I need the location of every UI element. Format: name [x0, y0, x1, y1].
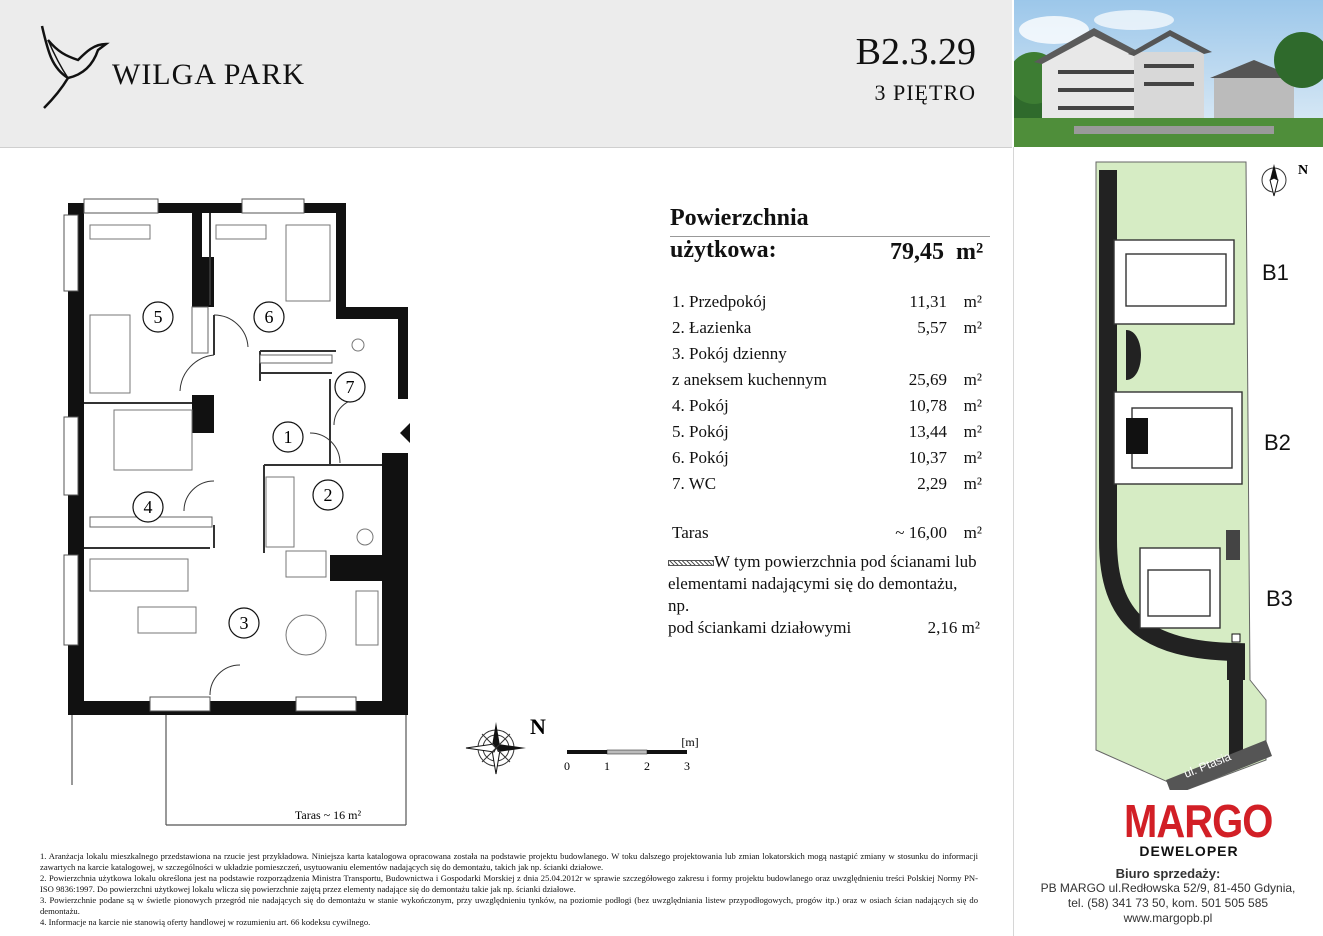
building-b2: B2	[1264, 430, 1291, 455]
terrace-name: Taras	[672, 523, 709, 542]
room-label-6: 6	[264, 307, 274, 327]
area-total-value: 79,45	[890, 239, 944, 265]
room-label-1: 1	[283, 427, 293, 447]
floor-label: 3 PIĘTRO	[874, 80, 976, 105]
room-label-5: 5	[153, 307, 163, 327]
room-row	[672, 370, 992, 396]
room-name: 5. Pokój	[672, 422, 729, 441]
building-photo	[1014, 0, 1323, 147]
room-unit: m²	[963, 474, 982, 493]
sales-phone: tel. (58) 341 73 50, kom. 501 505 585	[1067, 896, 1269, 910]
room-name: 3. Pokój dzienny	[672, 344, 787, 363]
footnote: 4. Informacje na karcie nie stanowią oferty handlowej w rozumieniu art. 66 kodeksu cywilnego.	[40, 917, 371, 927]
room-list	[672, 292, 992, 549]
area-title: Powierzchnia	[670, 205, 809, 231]
terrace-label: Taras ~ 16 m²	[294, 808, 362, 822]
vertical-divider	[1013, 147, 1014, 936]
brand-name: WILGA PARK	[112, 58, 306, 91]
street-name: ul. Ptasia	[1181, 749, 1233, 781]
scale-tick: 1	[604, 759, 610, 773]
room-unit: m²	[963, 448, 982, 467]
room-unit: m²	[963, 370, 982, 389]
room-label-4: 4	[143, 497, 153, 517]
logo-margo: MARGO	[1124, 796, 1273, 848]
room-unit: m²	[963, 396, 982, 415]
sales-web[interactable]: www.margopb.pl	[1123, 911, 1213, 925]
room-spacer	[672, 500, 992, 523]
footnotes	[40, 851, 978, 928]
terrace-row	[672, 523, 992, 549]
sales-address: PB MARGO ul.Redłowska 52/9, 81-450 Gdynia,	[1040, 881, 1296, 895]
sales-office	[1018, 866, 1318, 926]
room-row	[672, 318, 992, 344]
room-area: 25,69	[908, 370, 947, 389]
room-row	[672, 396, 992, 422]
bird-logo-icon	[34, 22, 114, 112]
floor-plan	[60, 195, 410, 835]
room-unit: m²	[963, 422, 982, 441]
room-area: 10,37	[908, 448, 947, 467]
compass-icon	[462, 712, 552, 782]
sales-title: Biuro sprzedaży:	[1115, 866, 1221, 881]
compass-n: N	[530, 714, 546, 739]
terrace-area: ~ 16,00	[895, 523, 947, 542]
site-compass-n: N	[1298, 163, 1309, 178]
room-row	[672, 292, 992, 318]
hatch-swatch	[668, 560, 714, 566]
footnote: 3. Powierzchnie podane są w świetle pionowych przegród nie nadających się do demontażu w stanie wykończonym, przy uwzględnieniu tynków, na poziomie podłogi (bez uwzględniania listew przypodłogowych, progów itp.) oraz w osiach ścian nadających się do demontażu.	[40, 895, 978, 916]
room-unit: m²	[963, 318, 982, 337]
room-name: 2. Łazienka	[672, 318, 752, 337]
room-label-7: 7	[345, 377, 355, 397]
legend-line-1: W tym powierzchnia pod ścianami lub	[714, 552, 977, 571]
room-row	[672, 448, 992, 474]
area-total	[890, 239, 983, 266]
room-area: 11,31	[909, 292, 947, 311]
room-label-2: 2	[323, 485, 333, 505]
scale-bar	[562, 736, 712, 776]
room-name: z aneksem kuchennym	[672, 370, 827, 389]
building-b3: B3	[1266, 586, 1293, 611]
legend-value: 2,16 m²	[927, 618, 980, 637]
area-subtitle: użytkowa:	[670, 237, 777, 263]
room-name: 1. Przedpokój	[672, 292, 767, 311]
terrace-unit: m²	[963, 523, 982, 542]
area-total-unit: m²	[956, 239, 984, 265]
scale-unit: [m]	[681, 736, 699, 749]
footnote: 2. Powierzchnia użytkowa lokalu określona jest na podstawie rozporządzenia Ministra Transportu, Budownictwa i Gospodarki Morskiej z dnia 25.04.2012r w sprawie szczegółowego zakresu i formy projektu budowlanego oraz uwzględnieniu treści Polskiej Normy PN-ISO 9836:1997. Do powierzchni użytkowej lokalu wlicza się powierzchnie zajętą przez elementy nadające się do demontażu takie jak np. ścianki działowe.	[40, 873, 978, 894]
site-plan	[1086, 160, 1316, 790]
developer-logo	[1124, 796, 1273, 859]
room-name: 6. Pokój	[672, 448, 729, 467]
room-area: 2,29	[917, 474, 947, 493]
scale-tick: 0	[564, 759, 570, 773]
room-area: 5,57	[917, 318, 947, 337]
unit-code: B2.3.29	[855, 31, 976, 73]
room-area: 13,44	[908, 422, 947, 441]
demountable-legend	[668, 551, 980, 639]
room-label-3: 3	[239, 613, 249, 633]
scale-tick: 2	[644, 759, 650, 773]
room-row	[672, 474, 992, 500]
room-unit: m²	[963, 292, 982, 311]
room-area: 10,78	[908, 396, 947, 415]
footnote: 1. Aranżacja lokalu mieszkalnego przedstawiona na rzucie jest przykładowa. Niniejsza karta katalogowa opracowana została na podstawie projektu budowlanego. W toku dalszego projektowania lub zmian lokatorskich mogą nastąpić zmiany w stosunku do informacji zawartych na karcie katalogowej, w szczególności w układzie pomieszczeń, usytuowaniu elementów nadających się do demontażu, takich jak np. ścianki działowe.	[40, 851, 978, 872]
legend-line-2: elementami nadającymi się do demontażu, np.	[668, 574, 958, 615]
legend-line-3: pod ściankami działowymi	[668, 618, 852, 637]
room-row	[672, 422, 992, 448]
room-name: 7. WC	[672, 474, 717, 493]
header	[0, 0, 1012, 148]
room-row	[672, 344, 992, 370]
scale-tick: 3	[684, 759, 690, 773]
room-name: 4. Pokój	[672, 396, 729, 415]
logo-deweloper: DEWELOPER	[1139, 843, 1239, 859]
building-b1: B1	[1262, 260, 1289, 285]
